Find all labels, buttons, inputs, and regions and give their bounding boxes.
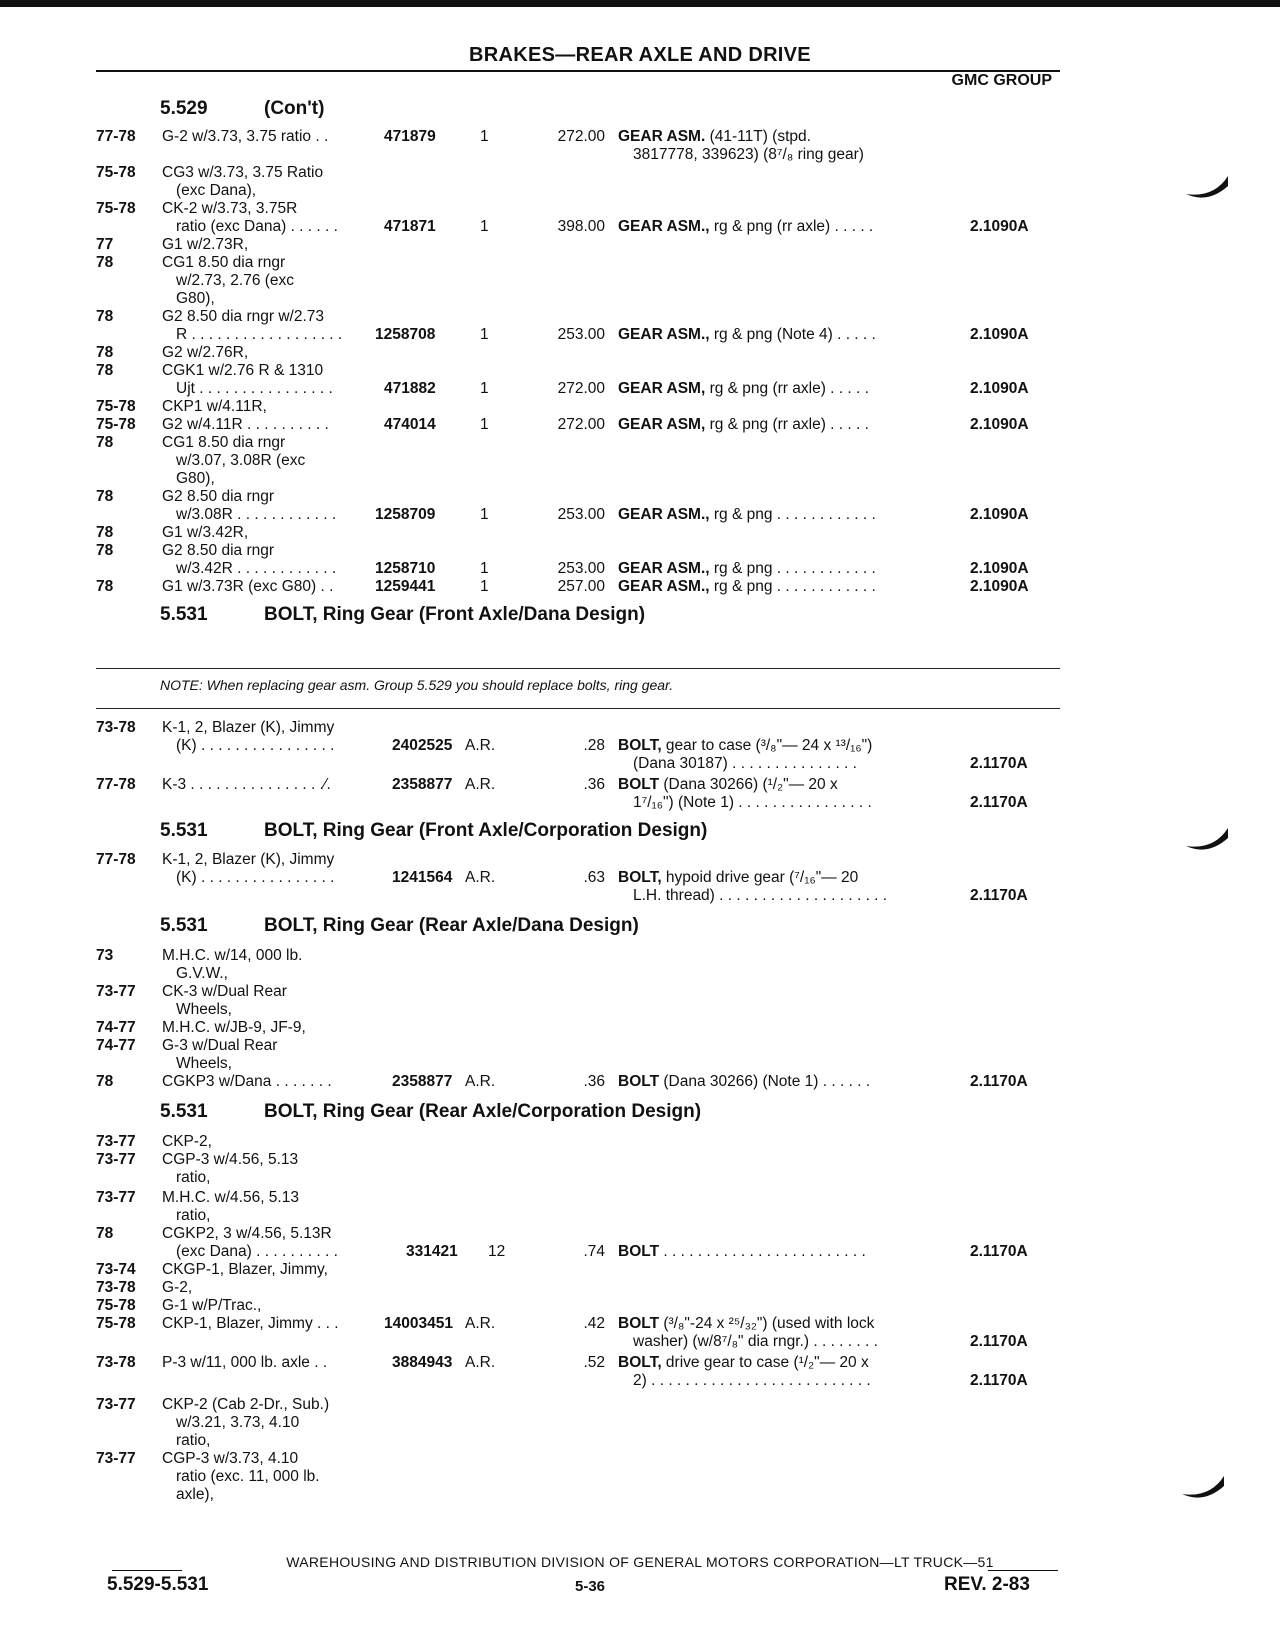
year-range: 73-78 (96, 1354, 136, 1371)
section-title: BOLT, Ring Gear (Front Axle/Corporation Design) (264, 820, 708, 841)
price: .42 (583, 1315, 605, 1332)
application-continued: w/3.08R . . . . . . . . . . . . (176, 506, 337, 523)
application: G2 8.50 dia rngr w/2.73 (162, 308, 324, 325)
description-keyword: GEAR ASM, (618, 380, 706, 397)
section-title: (Con't) (264, 98, 325, 119)
part-number: 1258708 (375, 326, 436, 343)
quantity: 1 (480, 326, 489, 343)
application: CGP-3 w/3.73, 4.10 (162, 1450, 299, 1467)
application: G-1 w/P/Trac., (162, 1297, 262, 1314)
quantity: A.R. (465, 1073, 496, 1090)
description (618, 127, 811, 146)
application: CGKP3 w/Dana . . . . . . . (162, 1073, 332, 1090)
reference-code: 2.1170A (970, 1243, 1028, 1260)
footer-division: WAREHOUSING AND DISTRIBUTION DIVISION OF GENERAL MOTORS CORPORATION—LT TRUCK—51 (286, 1554, 994, 1570)
application: G2 8.50 dia rngr (162, 542, 275, 559)
part-number: 471879 (384, 128, 436, 145)
quantity: 1 (480, 560, 489, 577)
year-range: 73-77 (96, 1450, 136, 1467)
part-number: 2402525 (392, 737, 453, 754)
quantity: 1 (480, 416, 489, 433)
year-range: 75-78 (96, 164, 136, 181)
section-number: 5.531 (160, 1101, 208, 1122)
application: CK-2 w/3.73, 3.75R (162, 200, 298, 217)
application: K-1, 2, Blazer (K), Jimmy (162, 719, 335, 736)
part-number: 14003451 (384, 1315, 453, 1332)
page-title: BRAKES—REAR AXLE AND DRIVE (469, 44, 811, 66)
application-continued: ratio (exc. 11, 000 lb. (176, 1468, 320, 1485)
description (618, 379, 869, 398)
section-heading-5531-rear-corp (160, 1101, 701, 1123)
application-continued: Ujt . . . . . . . . . . . . . . . . (176, 380, 333, 397)
year-range: 74-77 (96, 1019, 136, 1036)
description (618, 325, 876, 344)
application-continued: ratio, (176, 1207, 211, 1224)
quantity: 12 (488, 1243, 506, 1260)
note-rule-top (96, 668, 1060, 669)
part-number: 2358877 (392, 776, 453, 793)
description-keyword: GEAR ASM., (618, 326, 710, 343)
description-detail: rg & png (Note 4) . . . . . (709, 326, 876, 343)
description-detail: rg & png . . . . . . . . . . . . (709, 560, 876, 577)
binder-mark-icon (1180, 1468, 1230, 1508)
quantity: 1 (480, 128, 489, 145)
price: .36 (583, 776, 605, 793)
part-number: 471882 (384, 380, 436, 397)
part-number: 1258709 (375, 506, 436, 523)
description-detail: (41-11T) (stpd. (705, 128, 811, 145)
application: CG1 8.50 dia rngr (162, 254, 286, 271)
section-heading-5529 (160, 98, 324, 120)
section-number: 5.529 (160, 98, 208, 119)
description-continued: 1⁷/₁₆") (Note 1) . . . . . . . . . . . . . . . . (633, 794, 872, 811)
application-continued: axle), (176, 1486, 214, 1503)
application: CKP-2, (162, 1133, 212, 1150)
reference-code: 2.1090A (970, 560, 1029, 577)
description-continued: 2) . . . . . . . . . . . . . . . . . . . . . . . . . . (633, 1372, 871, 1389)
year-range: 77 (96, 236, 114, 253)
application: CKP-1, Blazer, Jimmy . . . (162, 1315, 339, 1332)
application: CKP-2 (Cab 2-Dr., Sub.) (162, 1396, 330, 1413)
description (618, 868, 858, 887)
application: CGKP2, 3 w/4.56, 5.13R (162, 1225, 332, 1242)
reference-code: 2.1170A (970, 1073, 1028, 1090)
title-rule (96, 70, 1060, 72)
section-heading-5531-rear-dana (160, 915, 639, 937)
section-title: BOLT, Ring Gear (Front Axle/Dana Design) (264, 604, 646, 625)
description-detail: drive gear to case (¹/₂"— 20 x (661, 1354, 869, 1371)
reference-code: 2.1090A (970, 326, 1029, 343)
part-number: 3884943 (392, 1354, 453, 1371)
application: G1 w/2.73R, (162, 236, 249, 253)
section-heading-5531-front-corp (160, 820, 707, 842)
top-edge-bar (0, 0, 1280, 7)
reference-code: 2.1170A (970, 794, 1028, 811)
quantity: A.R. (465, 1315, 496, 1332)
year-range: 78 (96, 1073, 114, 1090)
description-keyword: GEAR ASM., (618, 218, 710, 235)
binder-mark-icon (1184, 168, 1234, 208)
application: G-3 w/Dual Rear (162, 1037, 278, 1054)
application: G2 w/2.76R, (162, 344, 249, 361)
year-range: 78 (96, 344, 114, 361)
year-range: 73 (96, 947, 114, 964)
application: G-2 w/3.73, 3.75 ratio . . (162, 128, 329, 145)
year-range: 78 (96, 362, 114, 379)
reference-code: 2.1170A (970, 755, 1028, 772)
part-number: 331421 (406, 1243, 458, 1260)
description-detail: . . . . . . . . . . . . . . . . . . . . . . . . (659, 1243, 866, 1260)
part-number: 1259441 (375, 578, 436, 595)
description-continued: L.H. thread) . . . . . . . . . . . . . . . . . . . . (633, 887, 888, 904)
application-continued: (K) . . . . . . . . . . . . . . . . (176, 737, 335, 754)
description-keyword: BOLT (618, 1315, 660, 1332)
reference-code: 2.1170A (970, 1372, 1028, 1389)
description-detail: rg & png . . . . . . . . . . . . (709, 578, 876, 595)
group-label: GMC GROUP (951, 72, 1052, 89)
reference-code: 2.1090A (970, 578, 1029, 595)
description (618, 1242, 866, 1261)
part-number: 1258710 (375, 560, 436, 577)
price: .28 (583, 737, 605, 754)
section-title: BOLT, Ring Gear (Rear Axle/Dana Design) (264, 915, 639, 936)
price: .63 (583, 869, 605, 886)
price: 272.00 (557, 128, 605, 145)
footer-rule-left (112, 1570, 182, 1571)
description-keyword: GEAR ASM. (618, 128, 706, 145)
year-range: 73-77 (96, 1151, 136, 1168)
page-number: 5-36 (574, 1578, 606, 1595)
price: 272.00 (557, 416, 605, 433)
application-continued: w/2.73, 2.76 (exc (176, 272, 295, 289)
application: M.H.C. w/4.56, 5.13 (162, 1189, 299, 1206)
part-number: 2358877 (392, 1073, 453, 1090)
year-range: 73-77 (96, 983, 136, 1000)
description-keyword: GEAR ASM., (618, 560, 710, 577)
year-range: 73-74 (96, 1261, 136, 1278)
application-continued: ratio, (176, 1432, 211, 1449)
application-continued: w/3.21, 3.73, 4.10 (176, 1414, 300, 1431)
description-keyword: BOLT (618, 1243, 660, 1260)
application: P-3 w/11, 000 lb. axle . . (162, 1354, 328, 1371)
description-continued: washer) (w/8⁷/₈" dia rngr.) . . . . . . . . (633, 1333, 878, 1350)
quantity: 1 (480, 578, 489, 595)
description (618, 1353, 869, 1372)
description-keyword: GEAR ASM., (618, 578, 710, 595)
year-range: 75-78 (96, 416, 136, 433)
description-detail: rg & png . . . . . . . . . . . . (709, 506, 876, 523)
quantity: 1 (480, 218, 489, 235)
application: CG1 8.50 dia rngr (162, 434, 286, 451)
description-detail: (Dana 30266) (Note 1) . . . . . . (659, 1073, 871, 1090)
application: G2 w/4.11R . . . . . . . . . . (162, 416, 329, 433)
application-continued: (K) . . . . . . . . . . . . . . . . (176, 869, 335, 886)
year-range: 73-77 (96, 1396, 136, 1413)
application: G1 w/3.42R, (162, 524, 249, 541)
application: G1 w/3.73R (exc G80) . . (162, 578, 334, 595)
price: .52 (583, 1354, 605, 1371)
year-range: 73-78 (96, 1279, 136, 1296)
revision-label: REV. 2-83 (944, 1574, 1030, 1595)
year-range: 78 (96, 542, 114, 559)
application-continued: w/3.42R . . . . . . . . . . . . (176, 560, 337, 577)
year-range: 75-78 (96, 1297, 136, 1314)
description-detail: (Dana 30266) (¹/₂"— 20 x (659, 776, 838, 793)
year-range: 78 (96, 578, 114, 595)
year-range: 75-78 (96, 200, 136, 217)
price: .36 (583, 1073, 605, 1090)
description-detail: rg & png (rr axle) . . . . . (705, 416, 869, 433)
quantity: A.R. (465, 869, 496, 886)
description-keyword: BOLT, (618, 1354, 662, 1371)
year-range: 73-78 (96, 719, 136, 736)
description-detail: (³/₈"-24 x ²⁵/₃₂") (used with lock (659, 1315, 875, 1332)
footer-rule-right (988, 1570, 1058, 1571)
reference-code: 2.1090A (970, 506, 1029, 523)
description-keyword: BOLT (618, 776, 660, 793)
year-range: 78 (96, 308, 114, 325)
application: K-1, 2, Blazer (K), Jimmy (162, 851, 335, 868)
price: 253.00 (557, 560, 605, 577)
description-detail: rg & png (rr axle) . . . . . (709, 218, 874, 235)
year-range: 75-78 (96, 398, 136, 415)
reference-code: 2.1090A (970, 380, 1029, 397)
year-range: 78 (96, 434, 114, 451)
application-continued: ratio, (176, 1169, 211, 1186)
quantity: 1 (480, 380, 489, 397)
section-number: 5.531 (160, 915, 208, 936)
application-continued: R . . . . . . . . . . . . . . . . . . (176, 326, 343, 343)
application: CKP1 w/4.11R, (162, 398, 267, 415)
section-number: 5.531 (160, 820, 208, 841)
year-range: 73-77 (96, 1133, 136, 1150)
reference-code: 2.1170A (970, 887, 1028, 904)
application-continued: G80), (176, 290, 215, 307)
quantity: A.R. (465, 776, 496, 793)
description-detail: gear to case (³/₈"— 24 x ¹³/₁₆") (661, 737, 873, 754)
application: CKGP-1, Blazer, Jimmy, (162, 1261, 328, 1278)
description-keyword: GEAR ASM., (618, 506, 710, 523)
description (618, 1314, 874, 1333)
description (618, 559, 876, 578)
price: 257.00 (557, 578, 605, 595)
year-range: 74-77 (96, 1037, 136, 1054)
description (618, 775, 838, 794)
application: CGP-3 w/4.56, 5.13 (162, 1151, 299, 1168)
application-continued: w/3.07, 3.08R (exc (176, 452, 306, 469)
application-continued: G.V.W., (176, 965, 228, 982)
application: CGK1 w/2.76 R & 1310 (162, 362, 324, 379)
application-continued: Wheels, (176, 1001, 232, 1018)
binder-mark-icon (1184, 820, 1234, 860)
application: G-2, (162, 1279, 193, 1296)
description (618, 736, 872, 755)
application-continued: (exc Dana), (176, 182, 257, 199)
description-continued: 3817778, 339623) (8⁷/₈ ring gear) (633, 146, 864, 163)
year-range: 77-78 (96, 128, 136, 145)
description-keyword: BOLT, (618, 737, 662, 754)
description-detail: hypoid drive gear (⁷/₁₆"— 20 (661, 869, 859, 886)
description (618, 217, 873, 236)
quantity: A.R. (465, 737, 496, 754)
description-keyword: BOLT, (618, 869, 662, 886)
quantity: 1 (480, 506, 489, 523)
application: CG3 w/3.73, 3.75 Ratio (162, 164, 324, 181)
application: K-3 . . . . . . . . . . . . . . . .⁄. (162, 776, 331, 793)
note-rule-bottom (96, 708, 1060, 709)
application-continued: G80), (176, 470, 215, 487)
application: CK-3 w/Dual Rear (162, 983, 287, 1000)
year-range: 75-78 (96, 1315, 136, 1332)
description-keyword: BOLT (618, 1073, 660, 1090)
application: M.H.C. w/JB-9, JF-9, (162, 1019, 306, 1036)
application-continued: ratio (exc Dana) . . . . . . (176, 218, 338, 235)
reference-code: 2.1090A (970, 416, 1029, 433)
application: M.H.C. w/14, 000 lb. (162, 947, 303, 964)
part-number: 474014 (384, 416, 436, 433)
reference-code: 2.1090A (970, 218, 1029, 235)
price: 253.00 (557, 506, 605, 523)
description (618, 577, 876, 596)
quantity: A.R. (465, 1354, 496, 1371)
description (618, 1072, 870, 1091)
group-range: 5.529-5.531 (107, 1574, 209, 1595)
section-title: BOLT, Ring Gear (Rear Axle/Corporation Design) (264, 1101, 702, 1122)
year-range: 77-78 (96, 851, 136, 868)
year-range: 78 (96, 254, 114, 271)
description-keyword: GEAR ASM, (618, 416, 706, 433)
price: .74 (583, 1243, 605, 1260)
year-range: 78 (96, 488, 114, 505)
year-range: 73-77 (96, 1189, 136, 1206)
year-range: 78 (96, 1225, 114, 1242)
application-continued: Wheels, (176, 1055, 232, 1072)
description-detail: rg & png (rr axle) . . . . . (705, 380, 869, 397)
reference-code: 2.1170A (970, 1333, 1028, 1350)
price: 398.00 (557, 218, 605, 235)
section-heading-5531-front-dana (160, 604, 645, 626)
section-number: 5.531 (160, 604, 208, 625)
replacement-note: NOTE: When replacing gear asm. Group 5.529 you should replace bolts, ring gear. (160, 677, 674, 693)
description (618, 415, 869, 434)
description-continued: (Dana 30187) . . . . . . . . . . . . . . . (633, 755, 857, 772)
part-number: 1241564 (392, 869, 453, 886)
application-continued: (exc Dana) . . . . . . . . . . (176, 1243, 338, 1260)
part-number: 471871 (384, 218, 436, 235)
price: 272.00 (557, 380, 605, 397)
price: 253.00 (557, 326, 605, 343)
description (618, 505, 876, 524)
application: G2 8.50 dia rngr (162, 488, 275, 505)
year-range: 77-78 (96, 776, 136, 793)
year-range: 78 (96, 524, 114, 541)
